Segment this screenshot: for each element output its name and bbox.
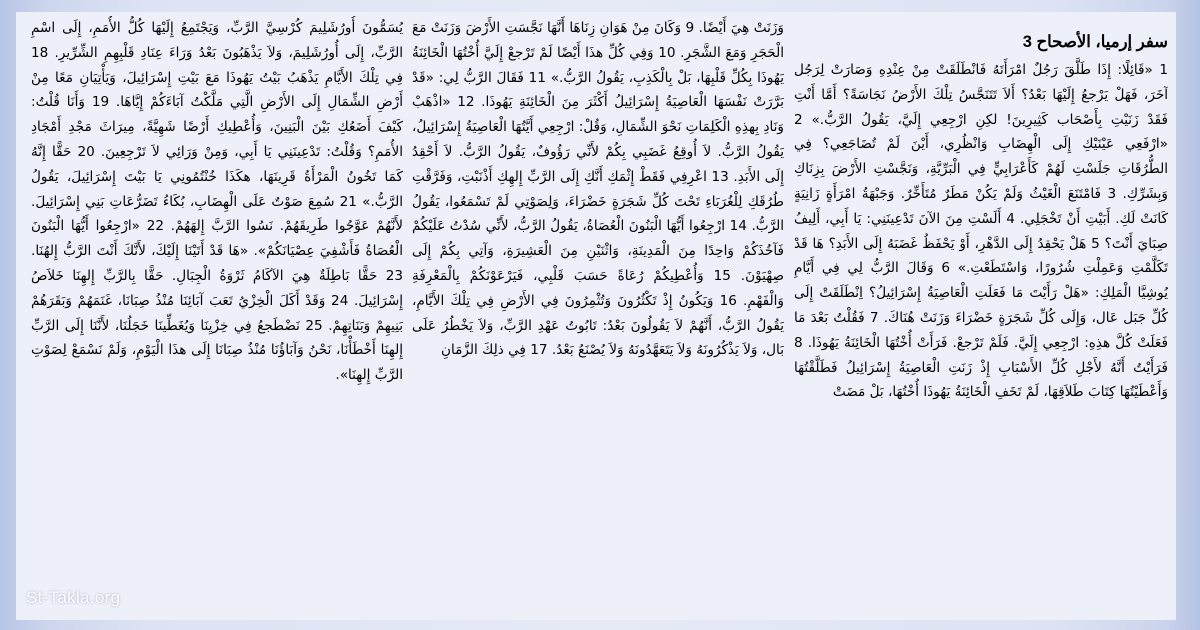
- text-column-left: [31, 16, 403, 618]
- column-text-left: يُسَمُّونَ أُورُشَلِيمَ كُرْسِيَّ الرَّبِّ، وَيَجْتَمِعُ إِلَيْهَا كُلُّ الأُمَمِ، إِلَى اسْمِ الرَّبِّ، إِلَى أُورُشَلِيمَ، وَلاَ يَذْهَبُونَ بَعْدُ وَرَاءَ عِنَادِ قَلْبِهِمِ الشِّرِّيرِ. 18 فِي تِلْكَ الأَيَّامِ يَذْهَبُ بَيْتُ يَهُوذَا مَعَ بَيْتِ إِسْرَائِيلَ، وَيَأْتِيَانِ مَعًا مِنْ أَرْضِ الشِّمَالِ إِلَى الأَرْضِ الَّتِي مَلَّكْتُ آبَاءَكُمْ إِيَّاهَا. 19 وَأَنَا قُلْتُ: كَيْفَ أَضَعُكِ بَيْنَ الْبَنِينَ، وَأُعْطِيكِ أَرْضًا شَهِيَّةً، مِيرَاثَ مَجْدِ أَمْجَادِ الأُمَمِ؟ وَقُلْتُ: تَدْعِينَنِي يَا أَبِي، وَمِنْ وَرَائِي لاَ تَرْجِعِينَ. 20 حَقًّا إِنَّهُ كَمَا تَخُونُ الْمَرْأَةُ قَرِينَهَا، هكَذَا خُنْتُمُونِي يَا بَيْتَ إِسْرَائِيلَ، يَقُولُ الرَّبُّ.» 21 سُمِعَ صَوْتٌ عَلَى الْهِضَابِ، بُكَاءُ تَضَرُّعَاتِ بَنِي إِسْرَائِيلَ. لأَنَّهُمْ عَوَّجُوا طَرِيقَهُمْ. نَسُوا الرَّبَّ إِلهَهُمْ. 22 «ارْجِعُوا أَيُّهَا الْبَنُونَ الْعُصَاةُ فَأَشْفِيَ عِصْيَانَكُمْ». «هَا قَدْ أَتَيْنَا إِلَيْكَ، لأَنَّكَ أَنْتَ الرَّبُّ إِلهُنَا. 23 حَقًّا بَاطِلَةٌ هِيَ الآكَامُ ثَرْوَةُ الْجِبَالِ. حَقًّا بِالرَّبِّ إِلهِنَا خَلاَصُ إِسْرَائِيلَ. 24 وَقَدْ أَكَلَ الْخِزْيُ تَعَبَ آبَائِنَا مُنْذُ صِبَانَا، غَنَمَهُمْ وَبَقَرَهُمْ بَنِيهِمْ وَبَنَاتِهِمْ. 25 نَضْطَجعُ فِي خِزْيِنَا وَيُغَطِّينَا خَجَلُنَا، لأَنَّنَا إِلَى الرَّبِّ إِلهِنَا أَخْطَأْنَا، نَحْنُ وَآبَاؤُنَا مُنْذُ صِبَانَا إِلَى هذَا الْيَوْمِ، وَلَمْ نَسْمَعْ لِصَوْتِ الرَّبِّ إِلهِنَا».: [31, 20, 403, 384]
- site-watermark: St-Takla.org: [26, 588, 121, 607]
- column-text-middle: وَزَنَتْ هِيَ أَيْضًا. 9 وَكَانَ مِنْ هَوَانِ زِنَاهَا أَنَّهَا نَجَّسَتِ الأَرْضَ وَزَنَتْ مَعَ الْحَجَرِ وَمَعَ الشَّجَرِ. 10 وَفِي كُلِّ هذَا أَيْضًا لَمْ تَرْجعْ إِلَيَّ أُخْتُهَا الْخَائِنَةُ يَهُوذَا بِكُلِّ قَلْبِهَا، بَلْ بِالْكَذِبِ، يَقُولُ الرَّبُّ.» 11 فَقَالَ الرَّبُّ لِي: «قَدْ بَرَّرَتْ نَفْسَهَا الْعَاصِيَةُ إِسْرَائِيلُ أَكْثَرَ مِنَ الْخَائِنَةِ يَهُوذَا. 12 «اذْهَبْ وَنَادِ بِهذِهِ الْكَلِمَاتِ نَحْوَ الشِّمَالِ، وَقُلْ: ارْجِعِي أَيَّتُهَا الْعَاصِيَةُ إِسْرَائِيلُ، يَقُولُ الرَّبُّ. لاَ أُوقِعُ غَضَبِي بِكُمْ لأَنِّي رَؤُوفٌ، يَقُولُ الرَّبُّ. لاَ أَحْقِدُ إِلَى الأَبَدِ. 13 اعْرِفِي فَقَطْ إِثْمَكِ أَنَّكِ إِلَى الرَّبِّ إِلهِكِ أَذْنَبْتِ، وَفَرَّقْتِ طُرُقَكِ لِلْغُرَبَاءِ تَحْتَ كُلِّ شَجَرَةٍ خَضْرَاءَ، وَلِصَوْتِي لَمْ تَسْمَعُوا، يَقُولُ الرَّبُّ. 14 ارْجِعُوا أَيُّهَا الْبَنُونَ الْعُصَاةُ، يَقُولُ الرَّبُّ، لأَنِّي سُدْتُ عَلَيْكُمْ فَآخُذَكُمْ وَاحِدًا مِنَ الْمَدِينَةِ، وَاثْنَيْنِ مِنَ الْعَشِيرَةِ، وَآتِي بِكُمْ إِلَى صِهْيَوْنَ. 15 وَأُعْطِيكُمْ رُعَاةً حَسَبَ قَلْبِي، فَيَرْعَوْنَكُمْ بِالْمَعْرِفَةِ وَالْفَهْمِ. 16 وَيَكُونُ إِذْ تَكْثُرُونَ وَتُثْمِرُونَ فِي الأَرْضِ فِي تِلْكَ الأَيَّامِ، يَقُولُ الرَّبُّ، أَنَّهُمْ لاَ يَقُولُونَ بَعْدُ: تَابُوتُ عَهْدِ الرَّبِّ، وَلاَ يَخْطُرُ عَلَى بَال، وَلاَ يَذْكُرُونَهُ وَلاَ يَتَعَهَّدُونَهُ وَلاَ يُصْنَعُ بَعْدُ. 17 فِي ذلِكَ الزَّمَانِ: [412, 20, 784, 359]
- chapter-title: سفر إرميا، الأصحاح 3: [1022, 33, 1168, 51]
- column-text-right: 1 «قَائِلًا: إِذَا طَلَّقَ رَجُلٌ امْرَأَتَهُ فَانْطَلَقَتْ مِنْ عِنْدِهِ وَصَارَتْ لِرَجُل آخَرَ، فَهَلْ يَرْجعُ إِلَيْهَا بَعْدُ؟ أَلاَ تَتَنَجَّسُ تِلْكَ الأَرْضُ نَجَاسَةً؟ أَمَّا أَنْتِ فَقَدْ زَنَيْتِ بِأَصْحَاب كَثِيرِينَ! لكِنِ ارْجِعِي إِلَيَّ، يَقُولُ الرَّبُّ.» 2 «ارْفَعِي عَيْنَيْكِ إِلَى الْهِضَابِ وَانْظُرِي، أَيْنَ لَمْ تُضَاجَعِي؟ فِي الطُّرُقَاتِ جَلَسْتِ لَهُمْ كَأَعْرَابِيٍّ فِي الْبَرِّيَّةِ، وَنَجَّسْتِ الأَرْضَ بِزِنَاكِ وَبِشَرِّكِ. 3 فَامْتَنَعَ الْغَيْثُ وَلَمْ يَكُنْ مَطَرٌ مُتَأَخِّرٌ. وَجَبْهَةُ امْرَأَةٍ زَانِيَةٍ كَانَتْ لَكِ. أَبَيْتِ أَنْ تَخْجَلِي. 4 أَلَسْتِ مِنَ الآنَ تَدْعِينَنِي: يَا أَبِي، أَلِيفُ صِبَايَ أَنْتَ؟ 5 هَلْ يَحْقِدُ إِلَى الدَّهْرِ، أَوْ يَحْفَظُ غَضَبَهُ إِلَى الأَبَدِ؟ هَا قَدْ تَكَلَّمْتِ وَعَمِلْتِ شُرُورًا، وَاسْتَطَعْتِ.» 6 وَقَالَ الرَّبُّ لِي فِي أَيَّامِ يُوشِيَّا الْمَلِكِ: «هَلْ رَأَيْتَ مَا فَعَلَتِ الْعَاصِيَةُ إِسْرَائِيلُ؟ اِنْطَلَقَتْ إِلَى كُلِّ جَبَل عَال، وَإِلَى كُلِّ شَجَرَةٍ خَضْرَاءَ وَزَنَتْ هُنَاكَ. 7 فَقُلْتُ بَعْدَ مَا فَعَلَتْ كُلَّ هذِهِ: ارْجِعِي إِلَيَّ. فَلَمْ تَرْجعْ. فَرَأَتْ أُخْتُهَا الْخَائِنَةُ يَهُوذَا. 8 فَرَأَيْتُ أَنَّهُ لأَجْلِ كُلِّ الأَسْبَابِ إِذْ زَنَتِ الْعَاصِيَةُ إِسْرَائِيلُ فَطَلَّقْتُهَا وَأَعْطَيْتُهَا كِتَابَ طَلاَقِهَا، لَمْ تَخَفِ الْخَائِنَةُ يَهُوذَا أُخْتُهَا، بَلْ مَضَتْ: [794, 62, 1168, 401]
- text-column-right: [794, 28, 1168, 618]
- text-column-middle: [412, 16, 784, 618]
- text-panel: [16, 12, 1176, 620]
